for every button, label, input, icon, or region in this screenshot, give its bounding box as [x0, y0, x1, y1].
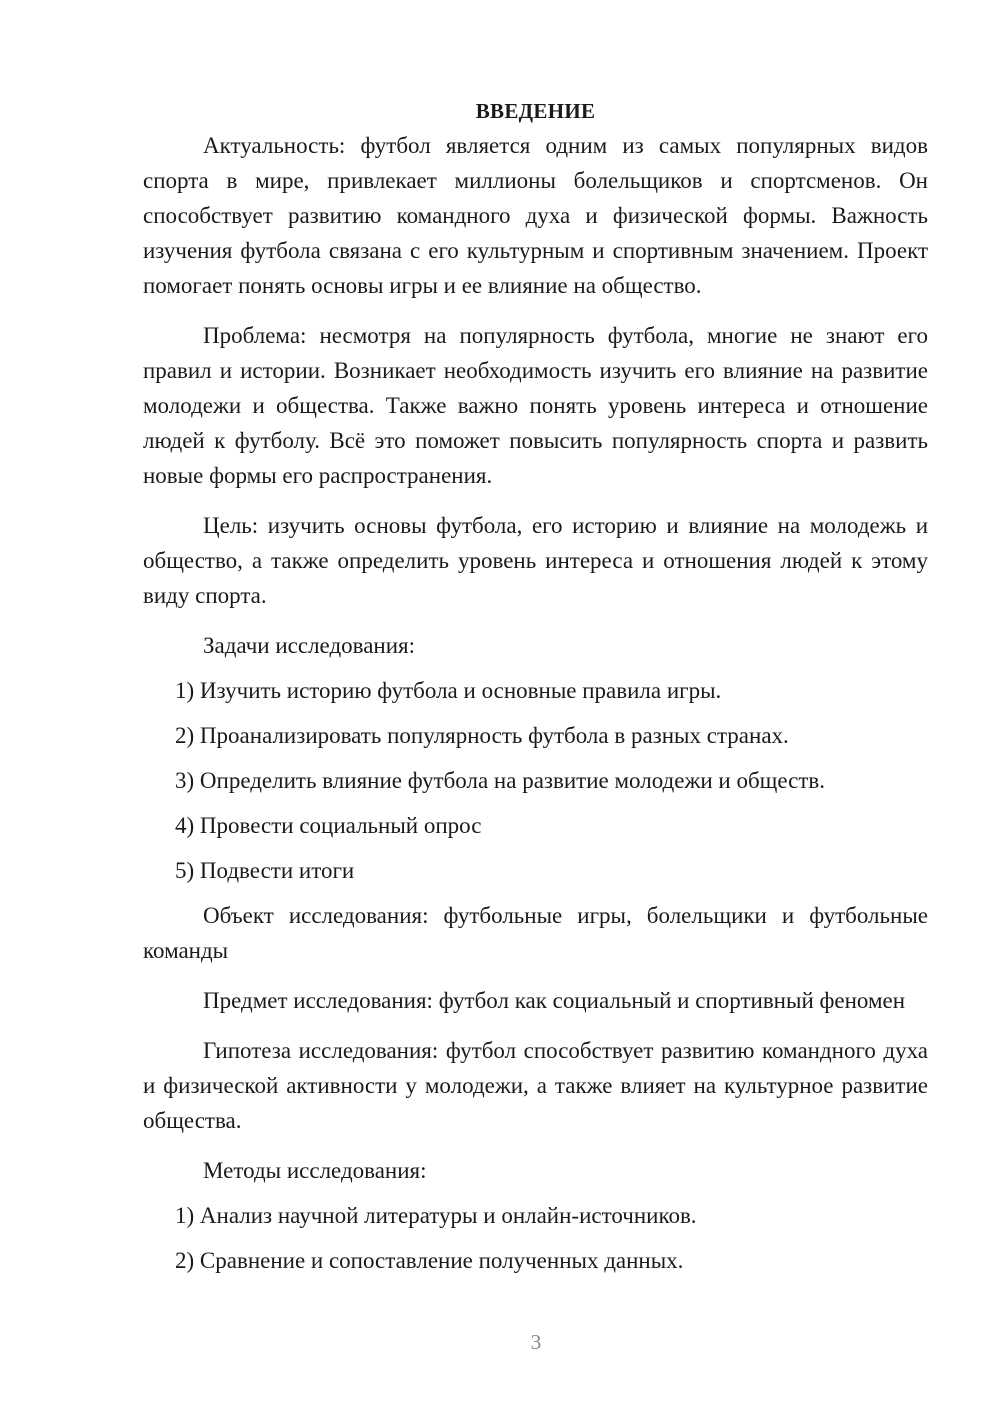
object-paragraph: Объект исследования: футбольные игры, болельщики и футбольные команды [143, 903, 928, 963]
methods-title: Методы исследования: [203, 1158, 427, 1183]
methods-list [143, 1198, 928, 1278]
section-heading: ВВЕДЕНИЕ [475, 99, 596, 123]
list-item: 3) Определить влияние футбола на развитие молодежи и обществ. [175, 768, 826, 793]
subject-paragraph: Предмет исследования: футбол как социальный и спортивный феномен [203, 988, 906, 1013]
list-item: 1) Анализ научной литературы и онлайн-источников. [175, 1203, 697, 1228]
relevance-paragraph: Актуальность: футбол является одним из самых популярных видов спорта в мире, привлекает миллионы болельщиков и спортсменов. Он способствует развитию командного духа и физической формы. Важность изучения футбола связана с его культурным и спортивным значением. Проект помогает понять основы игры и ее влияние на общество. [143, 133, 928, 298]
page-number: 3 [530, 1330, 542, 1354]
list-item: 1) Изучить историю футбола и основные правила игры. [175, 678, 722, 703]
tasks-list [143, 673, 928, 888]
list-item: 5) Подвести итоги [175, 858, 355, 883]
list-item: 2) Проанализировать популярность футбола в разных странах. [175, 723, 789, 748]
goal-paragraph: Цель: изучить основы футбола, его историю и влияние на молодежь и общество, а также определить уровень интереса и отношения людей к этому виду спорта. [143, 513, 928, 608]
problem-paragraph: Проблема: несмотря на популярность футбола, многие не знают его правил и истории. Возникает необходимость изучить его влияние на развитие молодежи и общества. Также важно понять уровень интереса и отношение людей к футболу. Всё это поможет повысить популярность спорта и развить новые формы его распространения. [143, 323, 928, 488]
hypothesis-paragraph: Гипотеза исследования: футбол способствует развитию командного духа и физической активности у молодежи, а также влияет на культурное развитие общества. [143, 1038, 928, 1133]
tasks-title: Задачи исследования: [203, 633, 416, 658]
list-item: 2) Сравнение и сопоставление полученных данных. [175, 1248, 684, 1273]
page-content [143, 94, 928, 1278]
list-item: 4) Провести социальный опрос [175, 813, 482, 838]
